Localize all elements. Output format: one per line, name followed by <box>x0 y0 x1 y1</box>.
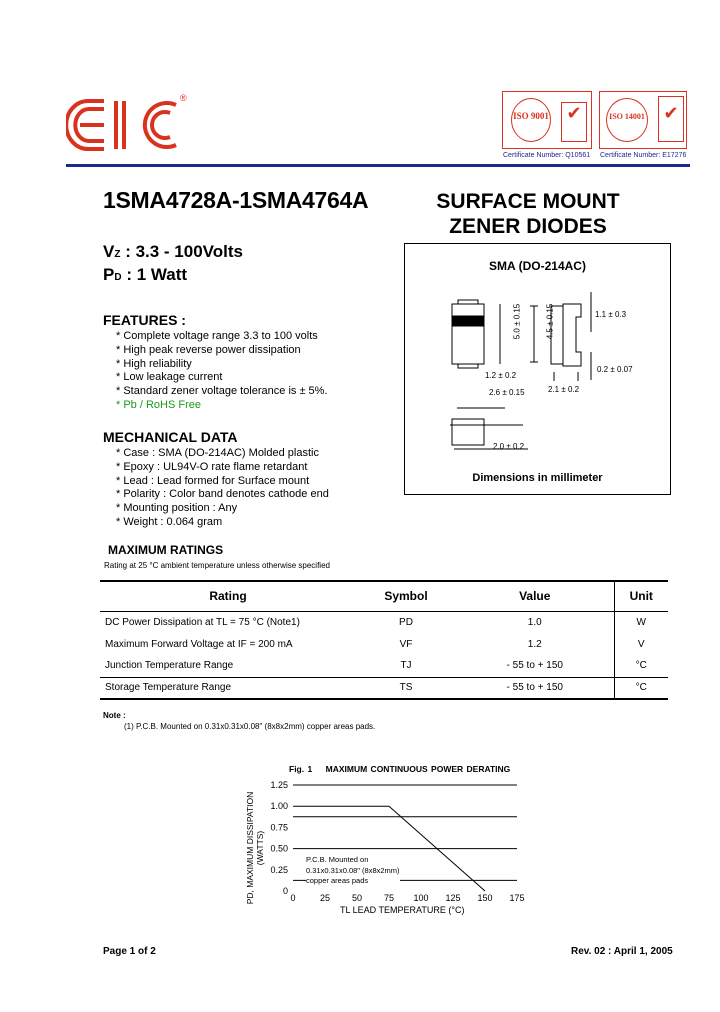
category-line: ZENER DIODES <box>449 215 607 238</box>
revision: Rev. 02 : April 1, 2005 <box>571 946 673 957</box>
header-divider <box>66 164 690 167</box>
dim-label: 2.6 ± 0.15 <box>489 388 525 397</box>
ylabel-line: PD, MAXIMUM DISSIPATION <box>245 791 255 905</box>
y-tick-label: 0.50 <box>270 843 288 854</box>
cell: 1.2 <box>527 638 542 650</box>
cell: DC Power Dissipation at TL = 75 °C (Note1) <box>105 616 300 628</box>
list-item: * Complete voltage range 3.3 to 100 volts <box>116 330 318 342</box>
features-heading: FEATURES : <box>103 312 186 328</box>
dim-label: 1.1 ± 0.3 <box>595 310 627 319</box>
spec-pd: PD : 1 Watt <box>103 265 188 284</box>
table-row <box>100 677 668 699</box>
eic-logo <box>66 95 196 160</box>
table-header <box>100 581 668 611</box>
x-tick-label: 125 <box>445 893 461 903</box>
dim-label: 5.0 ± 0.15 <box>512 303 522 340</box>
table-row <box>100 611 668 633</box>
cell: 1.0 <box>527 616 542 628</box>
note-text: (1) P.C.B. Mounted on 0.31x0.31x0.08" (8x8x2mm) copper areas pads. <box>124 722 376 731</box>
derating-chart <box>230 775 530 920</box>
check-mark-icon: ✔ <box>658 96 684 142</box>
cell: W <box>614 611 668 633</box>
iso-seal-icon: ISO 14001 <box>606 98 648 142</box>
chart-annotation <box>306 855 400 887</box>
chart-title: Fig. 1 MAXIMUM CONTINUOUS POWER DERATING <box>289 764 511 774</box>
cell: TS <box>356 677 456 699</box>
cell: Maximum Forward Voltage at IF = 200 mA <box>105 638 293 650</box>
x-tick-label: 50 <box>351 893 363 903</box>
cell: °C <box>614 677 668 699</box>
cert-iso9001 <box>502 91 592 149</box>
y-tick-label: 1.25 <box>270 780 288 790</box>
y-tick-label: 0.25 <box>270 864 288 875</box>
dim-label: 4.5 ± 0.15 <box>545 303 555 340</box>
list-item: * High reliability <box>116 357 192 370</box>
cell: TJ <box>400 660 412 672</box>
x-tick-label: 175 <box>509 893 525 903</box>
cell: Junction Temperature Range <box>105 660 234 672</box>
col-symbol: Symbol <box>356 581 456 611</box>
y-tick-label: 0.75 <box>270 822 288 833</box>
list-item: * Weight : 0.064 gram <box>116 515 223 528</box>
package-title: SMA (DO-214AC) <box>489 259 586 273</box>
mechanical-list <box>116 447 329 530</box>
chart-ylabel <box>245 783 265 913</box>
page-number: Page 1 of 2 <box>103 946 156 957</box>
ratings-subheading: Rating at 25 °C ambient temperature unless otherwise specified <box>104 561 330 570</box>
list-item: * Mounting position : Any <box>116 502 238 515</box>
list-item-rohs: * Pb / RoHS Free <box>116 398 201 411</box>
cert-caption: Certificate Number: Q10561 <box>503 152 591 159</box>
cell: V <box>614 633 668 655</box>
x-tick-label: 25 <box>319 893 331 903</box>
cell: VF <box>399 638 413 650</box>
dim-label: 2.0 ± 0.2 <box>493 442 525 451</box>
list-item: * Polarity : Color band denotes cathode end <box>116 488 329 501</box>
chart-xlabel: TL LEAD TEMPERATURE (°C) <box>340 905 465 915</box>
list-item: * Lead : Lead formed for Surface mount <box>116 474 310 487</box>
col-rating: Rating <box>100 581 356 611</box>
table-row <box>100 633 668 655</box>
iso-seal-icon: ISO 9001 <box>511 98 551 142</box>
x-tick-label: 150 <box>477 893 493 903</box>
package-caption: Dimensions in millimeter <box>472 472 603 484</box>
y-tick-label: 0 <box>282 886 288 896</box>
product-category <box>430 189 626 239</box>
category-line: SURFACE MOUNT <box>436 190 620 213</box>
col-value: Value <box>456 581 614 611</box>
list-item: * Epoxy : UL94V-O rate flame retardant <box>116 460 308 473</box>
page-title: 1SMA4728A-1SMA4764A <box>103 187 369 213</box>
annotation-line: copper areas pads <box>306 876 369 885</box>
features-list <box>116 330 328 413</box>
annotation-line: 0.31x0.31x0.08" (8x8x2mm) <box>306 865 400 875</box>
cell: PD <box>399 616 413 628</box>
mechanical-heading: MECHANICAL DATA <box>103 429 238 445</box>
dim-label: 1.2 ± 0.2 <box>485 371 517 380</box>
list-item: * Low leakage current <box>116 371 223 384</box>
eic-logo-graphic <box>66 95 196 155</box>
dim-label: 0.2 ± 0.07 <box>597 365 633 374</box>
ylabel-line: (WATTS) <box>255 830 265 866</box>
y-tick-label: 1.00 <box>270 801 288 812</box>
spec-vz: VZ : 3.3 - 100Volts <box>103 242 243 261</box>
x-tick-label: 0 <box>290 893 296 903</box>
list-item: * Standard zener voltage tolerance is ± 5%. <box>116 385 328 398</box>
check-mark-icon: ✔ <box>561 102 587 142</box>
list-item: * Case : SMA (DO-214AC) Molded plastic <box>116 447 319 459</box>
annotation-line: P.C.B. Mounted on <box>306 855 369 864</box>
note-label: Note : <box>103 711 126 720</box>
ratings-table <box>100 580 668 700</box>
table-row <box>100 655 668 677</box>
cert-caption: Certificate Number: E17276 <box>600 152 687 159</box>
cert-iso14001 <box>599 91 687 149</box>
list-item: * High peak reverse power dissipation <box>116 343 301 356</box>
cell: °C <box>614 655 668 677</box>
cell: - 55 to + 150 <box>456 677 614 699</box>
dim-label: 2.1 ± 0.2 <box>548 385 580 394</box>
registered-mark: ® <box>180 93 187 103</box>
ratings-heading: MAXIMUM RATINGS <box>108 543 224 557</box>
col-unit: Unit <box>614 581 668 611</box>
package-drawing-box <box>404 243 671 495</box>
x-tick-label: 100 <box>413 893 429 903</box>
x-tick-label: 75 <box>383 893 395 903</box>
cell: - 55 to + 150 <box>506 660 563 672</box>
cell: Storage Temperature Range <box>100 677 356 699</box>
